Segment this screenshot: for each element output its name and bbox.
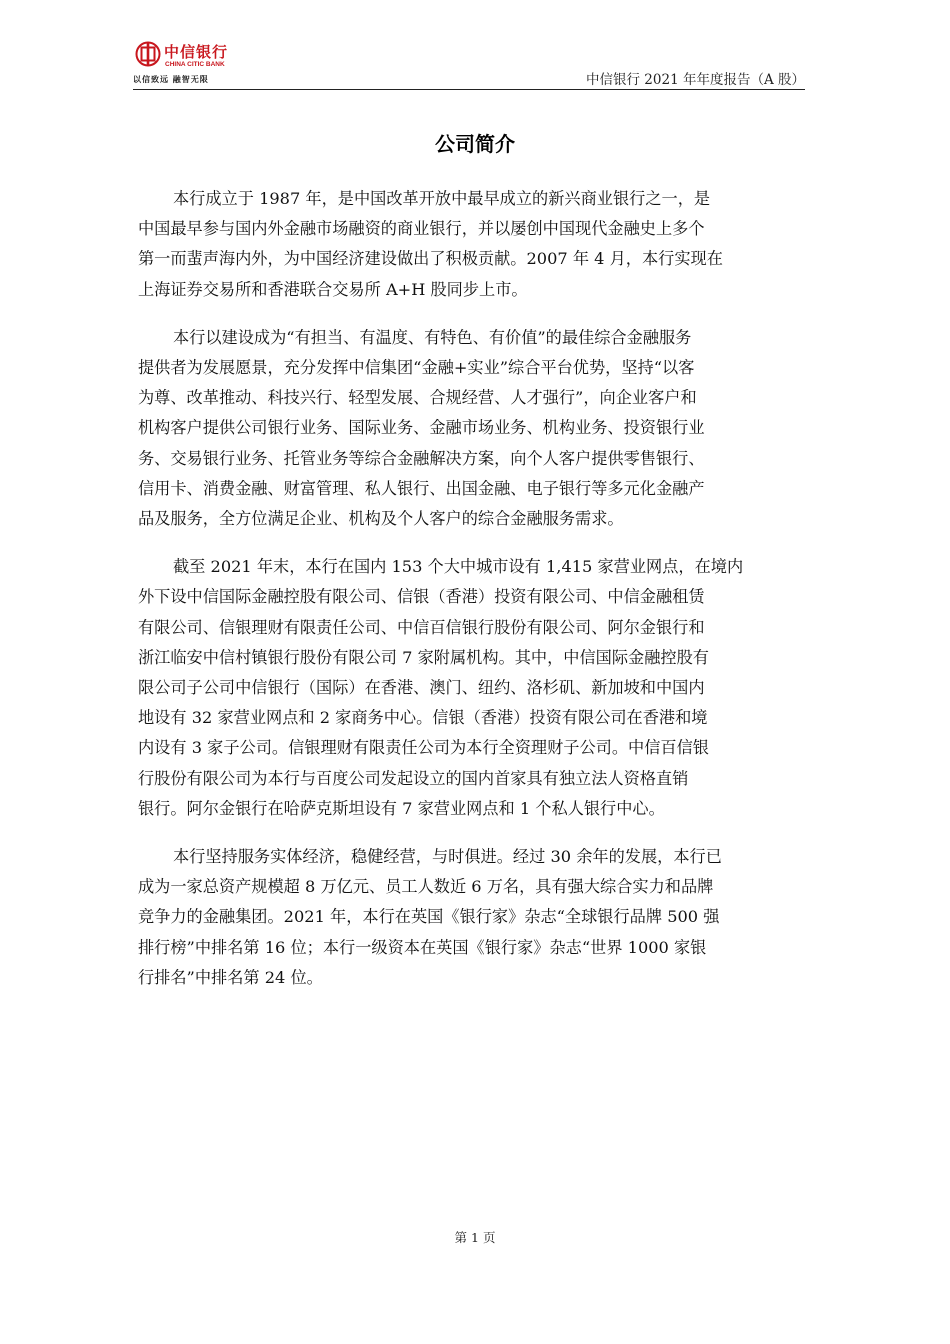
text-line: 内设有 3 家子公司。信银理财有限责任公司为本行全资理财子公司。中信百信银 bbox=[138, 738, 709, 758]
citic-logo-icon bbox=[135, 41, 161, 67]
text-line: 浙江临安中信村镇银行股份有限公司 7 家附属机构。其中，中信国际金融控股有 bbox=[138, 647, 709, 667]
text-line: 第一而蜚声海内外，为中国经济建设做出了积极贡献。2007 年 4 月，本行实现在 bbox=[138, 249, 723, 269]
logo-slogan: 以信致远 融智无限 bbox=[133, 75, 209, 84]
page-header bbox=[133, 38, 805, 90]
text-line: 上海证券交易所和香港联合交易所 A+H 股同步上市。 bbox=[138, 279, 528, 299]
text-line: 机构客户提供公司银行业务、国际业务、金融市场业务、机构业务、投资银行业 bbox=[138, 418, 705, 438]
text-line: 行股份有限公司为本行与百度公司发起设立的国内首家具有独立法人资格直销 bbox=[138, 768, 689, 788]
text-line: 本行以建设成为“有担当、有温度、有特色、有价值”的最佳综合金融服务 bbox=[173, 327, 692, 347]
text-line: 银行。阿尔金银行在哈萨克斯坦设有 7 家营业网点和 1 个私人银行中心。 bbox=[138, 798, 665, 818]
document-body bbox=[138, 184, 803, 1011]
logo-chinese-name: 中信银行 bbox=[164, 43, 229, 61]
paragraph-achievements bbox=[138, 842, 803, 993]
text-line: 竞争力的金融集团。2021 年，本行在英国《银行家》杂志“全球银行品牌 500 强 bbox=[138, 907, 720, 927]
text-line: 限公司子公司中信银行（国际）在香港、澳门、纽约、洛杉矶、新加坡和中国内 bbox=[138, 678, 705, 698]
text-line: 地设有 32 家营业网点和 2 家商务中心。信银（香港）投资有限公司在香港和境 bbox=[138, 708, 708, 728]
page-number: 第 1 页 bbox=[454, 1230, 496, 1245]
paragraph-vision bbox=[138, 323, 803, 534]
text-line: 排行榜”中排名第 16 位；本行一级资本在英国《银行家》杂志“世界 1000 家银 bbox=[138, 937, 707, 957]
text-line: 本行坚持服务实体经济，稳健经营，与时俱进。经过 30 余年的发展，本行已 bbox=[173, 847, 722, 867]
text-line: 行排名”中排名第 24 位。 bbox=[138, 967, 323, 987]
header-divider bbox=[133, 89, 805, 90]
text-line: 信用卡、消费金融、财富管理、私人银行、出国金融、电子银行等多元化金融产 bbox=[138, 478, 705, 498]
paragraph-founding bbox=[138, 184, 803, 305]
text-line: 中国最早参与国内外金融市场融资的商业银行，并以屡创中国现代金融史上多个 bbox=[138, 219, 705, 239]
paragraph-network bbox=[138, 552, 803, 824]
text-line: 成为一家总资产规模超 8 万亿元、员工人数近 6 万名，具有强大综合实力和品牌 bbox=[138, 877, 714, 897]
report-title: 中信银行 2021 年年度报告（A 股） bbox=[586, 72, 805, 88]
text-line: 外下设中信国际金融控股有限公司、信银（香港）投资有限公司、中信金融租赁 bbox=[138, 587, 705, 607]
text-line: 提供者为发展愿景，充分发挥中信集团“金融+实业”综合平台优势，坚持“以客 bbox=[138, 358, 695, 378]
logo-english-name: CHINA CITIC BANK bbox=[165, 61, 225, 68]
page-title: 公司简介 bbox=[435, 132, 515, 156]
text-line: 品及服务，全方位满足企业、机构及个人客户的综合金融服务需求。 bbox=[138, 509, 624, 529]
text-line: 截至 2021 年末，本行在国内 153 个大中城市设有 1,415 家营业网点，在境内 bbox=[173, 557, 744, 577]
text-line: 为尊、改革推动、科技兴行、轻型发展、合规经营、人才强行”，向企业客户和 bbox=[138, 388, 697, 408]
text-line: 本行成立于 1987 年，是中国改革开放中最早成立的新兴商业银行之一，是 bbox=[173, 189, 711, 208]
text-line: 有限公司、信银理财有限责任公司、中信百信银行股份有限公司、阿尔金银行和 bbox=[138, 617, 705, 637]
text-line: 务、交易银行业务、托管业务等综合金融解决方案，向个人客户提供零售银行、 bbox=[138, 448, 705, 468]
